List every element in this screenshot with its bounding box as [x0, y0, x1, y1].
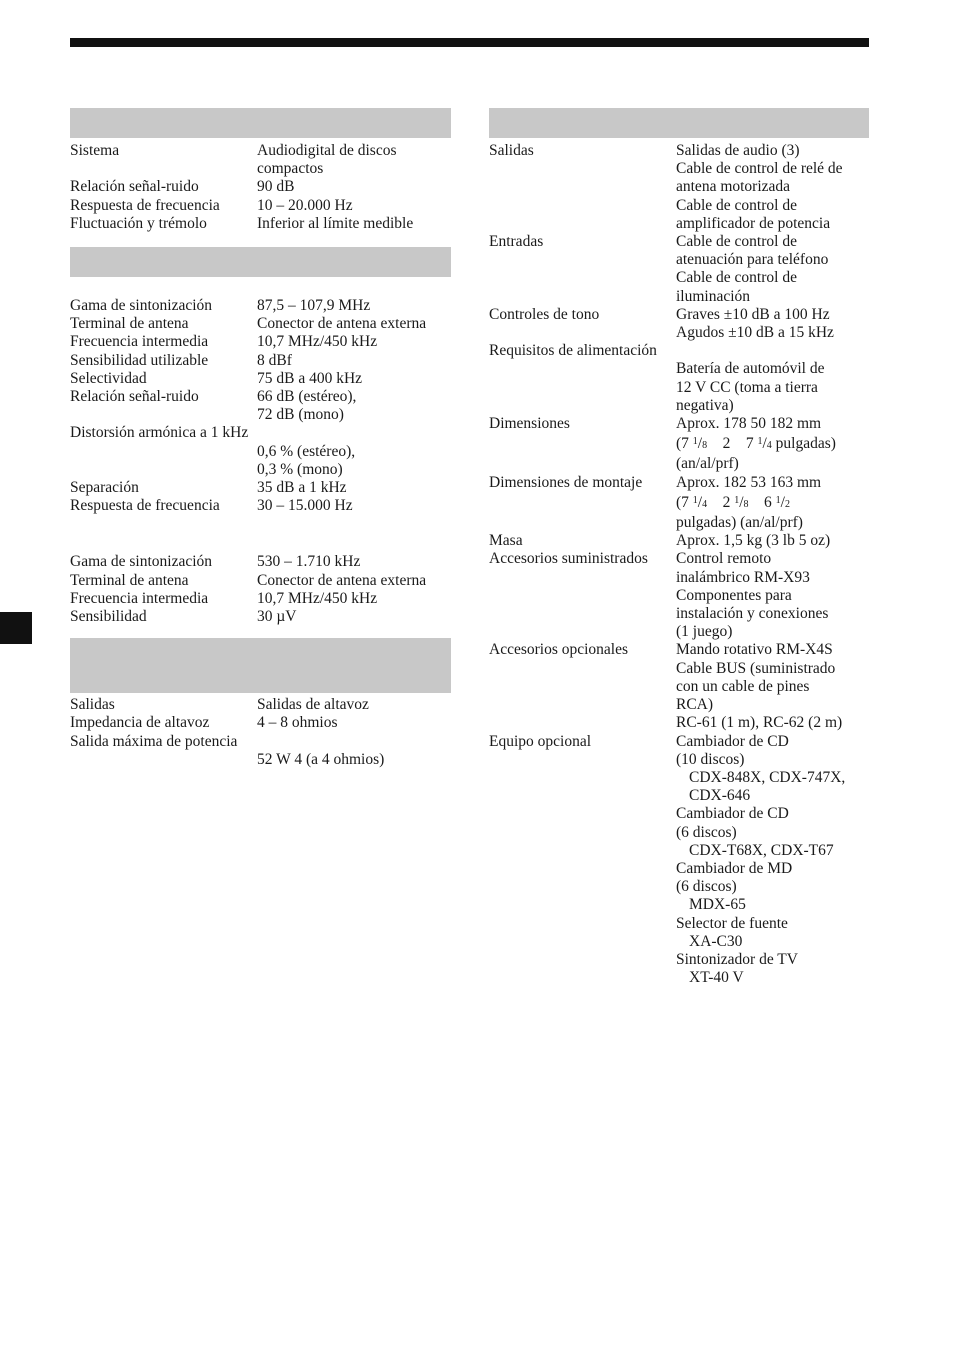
- spec-row: [70, 608, 451, 626]
- spec-value: RCA): [676, 696, 714, 714]
- spec-value: Cable de control de relé de: [676, 160, 843, 178]
- spec-label: Accesorios suministrados: [489, 550, 648, 568]
- cd-section-header: [70, 108, 451, 138]
- spec-row: [70, 424, 451, 479]
- spec-label: Masa: [489, 532, 523, 550]
- spec-value: 30 – 15.000 Hz: [257, 497, 353, 515]
- spec-value: 66 dB (estéreo),: [257, 388, 357, 406]
- spec-value: (an/al/prf): [676, 455, 739, 473]
- spec-value: XT-40 V: [689, 969, 744, 987]
- amplifier-section-header: [70, 638, 451, 693]
- spec-value: negativa): [676, 396, 734, 414]
- spec-value: iluminación: [676, 287, 751, 305]
- spec-label: Salida máxima de potencia: [70, 732, 238, 750]
- tuner-section-header: [70, 247, 451, 277]
- spec-value: (6 discos): [676, 878, 737, 896]
- spec-value: (7 $^1$/8 2 7 $^1$/4 pulgadas): [676, 435, 836, 453]
- spec-value: RC-61 (1 m), RC-62 (2 m): [676, 714, 843, 732]
- spec-value: Aprox. 178 50 182 mm: [676, 415, 822, 433]
- spec-label: Requisitos de alimentación: [489, 342, 657, 360]
- spec-row: [70, 197, 451, 215]
- spec-label: Gama de sintonización: [70, 297, 213, 315]
- spec-label: Gama de sintonización: [70, 553, 213, 571]
- spec-label: Relación señal-ruido: [70, 388, 199, 406]
- spec-value: amplificador de potencia: [676, 214, 831, 232]
- spec-label: Sensibilidad: [70, 608, 147, 626]
- spec-label: Frecuencia intermedia: [70, 589, 209, 607]
- spec-value: Conector de antena externa: [257, 315, 427, 333]
- spec-value: 10,7 MHz/450 kHz: [257, 333, 378, 351]
- spec-row: [70, 315, 451, 333]
- section-tab-marker: [0, 612, 32, 644]
- spec-value: antena motorizada: [676, 178, 791, 196]
- spec-value: [257, 733, 451, 751]
- spec-value: 10,7 MHz/450 kHz: [257, 589, 378, 607]
- spec-row: [489, 532, 869, 550]
- spec-value: Cable BUS (suministrado: [676, 659, 836, 677]
- spec-value: 0,3 % (mono): [257, 460, 343, 478]
- spec-value: atenuación para teléfono: [676, 251, 829, 269]
- left-column: [70, 108, 451, 769]
- spec-label: Fluctuación y trémolo: [70, 214, 207, 232]
- spec-value: 52 W 4 (a 4 ohmios): [257, 750, 385, 768]
- spec-row: [70, 497, 451, 515]
- spec-value: Salidas de altavoz: [257, 696, 369, 714]
- spec-label: Entradas: [489, 233, 544, 251]
- spec-row: [489, 306, 869, 342]
- spec-row-mounting-dimensions: [489, 474, 869, 533]
- spec-value: 0,6 % (estéreo),: [257, 442, 356, 460]
- spec-value: Cambiador de CD: [676, 732, 789, 750]
- spec-value: Sintonizador de TV: [676, 950, 798, 968]
- spec-label: Salidas: [70, 696, 115, 714]
- spec-row-dimensions: [489, 415, 869, 474]
- spec-label: Respuesta de frecuencia: [70, 196, 220, 214]
- spec-row: [70, 370, 451, 388]
- spec-row: [489, 342, 869, 415]
- spec-label: Terminal de antena: [70, 571, 189, 589]
- spec-value: Aprox. 1,5 kg (3 lb 5 oz): [676, 532, 831, 550]
- spec-label: Accesorios opcionales: [489, 641, 629, 659]
- spec-label: Sensibilidad utilizable: [70, 351, 209, 369]
- spec-label: Controles de tono: [489, 305, 600, 323]
- spec-value: Selector de fuente: [676, 914, 788, 932]
- spec-value: XA-C30: [689, 932, 743, 950]
- spec-row: [489, 641, 869, 732]
- spec-value: [676, 342, 869, 360]
- spec-value: Cable de control de: [676, 233, 797, 251]
- general-specs-b: [489, 532, 869, 732]
- spec-row: [70, 352, 451, 370]
- spec-value: MDX-65: [689, 896, 746, 914]
- spec-value: Aprox. 182 53 163 mm: [676, 473, 822, 491]
- spec-row-optional-equipment: [489, 733, 869, 988]
- spec-label: Relación señal-ruido: [70, 178, 199, 196]
- spec-row: [489, 142, 869, 233]
- spec-value: compactos: [257, 160, 324, 178]
- spec-value: (10 discos): [676, 750, 745, 768]
- spec-label: Salidas: [489, 142, 534, 159]
- spec-value: inalámbrico RM-X93: [676, 568, 810, 586]
- spec-label: Impedancia de altavoz: [70, 714, 210, 732]
- spec-value: CDX-848X, CDX-747X,: [689, 768, 846, 786]
- spec-row: [70, 333, 451, 351]
- spec-value: Cambiador de CD: [676, 805, 789, 823]
- spec-value: Componentes para: [676, 586, 792, 604]
- spec-value: 87,5 – 107,9 MHz: [257, 297, 371, 315]
- spec-label: Frecuencia intermedia: [70, 333, 209, 351]
- spec-value: CDX-646: [689, 787, 751, 805]
- spec-row: [489, 550, 869, 641]
- spec-label: Dimensiones de montaje: [489, 473, 643, 491]
- spec-value: Audiodigital de discos: [257, 142, 397, 159]
- spec-value: 35 dB a 1 kHz: [257, 479, 347, 497]
- spec-value: con un cable de pines: [676, 677, 810, 695]
- spec-row: [70, 178, 451, 196]
- spec-row: [70, 215, 451, 233]
- spec-value: CDX-T68X, CDX-T67: [689, 841, 834, 859]
- spec-row: [70, 297, 451, 315]
- spec-label: Dimensiones: [489, 415, 570, 433]
- spec-value: 10 – 20.000 Hz: [257, 196, 353, 214]
- general-section-header: [489, 108, 869, 138]
- spec-value: (6 discos): [676, 823, 737, 841]
- spec-value: Inferior al límite medible: [257, 214, 414, 232]
- spec-value: 4 – 8 ohmios: [257, 714, 338, 732]
- spec-value: Control remoto: [676, 550, 772, 568]
- spec-value: Mando rotativo RM-X4S: [676, 641, 833, 659]
- spec-value: 30 µV: [257, 608, 297, 626]
- spec-value: Salidas de audio (3): [676, 142, 800, 159]
- spec-label: Equipo opcional: [489, 732, 592, 750]
- spec-value: 72 dB (mono): [257, 406, 344, 424]
- spec-row: [489, 233, 869, 306]
- spec-value: 8 dBf: [257, 351, 292, 369]
- spec-row: [70, 142, 451, 178]
- spec-label: Respuesta de frecuencia: [70, 497, 220, 515]
- spec-label: Separación: [70, 479, 139, 497]
- spec-value: Batería de automóvil de: [676, 360, 825, 378]
- spec-label: Distorsión armónica a 1 kHz: [70, 424, 249, 442]
- spec-row: [70, 714, 451, 732]
- spec-row: [70, 733, 451, 769]
- spec-value: (7 $^1$/4 2 $^1$/8 6 $^1$/2: [676, 493, 790, 511]
- cd-specs: [70, 142, 451, 233]
- spec-value: (1 juego): [676, 623, 733, 641]
- right-column: [489, 108, 869, 987]
- spec-row: [70, 696, 451, 714]
- spec-row: [70, 479, 451, 497]
- spec-row: [70, 572, 451, 590]
- spec-value: 90 dB: [257, 178, 295, 196]
- spec-value: 75 dB a 400 kHz: [257, 369, 363, 387]
- general-specs-a: [489, 142, 869, 415]
- spec-value: Cable de control de: [676, 269, 797, 287]
- spec-value: Cable de control de: [676, 196, 797, 214]
- spec-value: Cambiador de MD: [676, 859, 793, 877]
- spec-value: instalación y conexiones: [676, 605, 829, 623]
- spec-value: [257, 424, 451, 442]
- fm-specs: [70, 297, 451, 515]
- spec-value: 530 – 1.710 kHz: [257, 553, 361, 571]
- spec-value: 12 V CC (toma a tierra: [676, 378, 818, 396]
- spec-row: [70, 553, 451, 571]
- amplifier-specs: [70, 696, 451, 769]
- spec-label: Selectividad: [70, 369, 147, 387]
- top-rule: [70, 38, 869, 47]
- spec-row: [70, 388, 451, 424]
- spec-value: Agudos ±10 dB a 15 kHz: [676, 324, 834, 342]
- spec-value: Conector de antena externa: [257, 571, 427, 589]
- spec-value: pulgadas) (an/al/prf): [676, 514, 803, 532]
- spec-label: Terminal de antena: [70, 315, 189, 333]
- spec-value-list: [676, 733, 869, 988]
- spec-value: Graves ±10 dB a 100 Hz: [676, 305, 830, 323]
- am-specs: [70, 553, 451, 626]
- spec-label: Sistema: [70, 142, 120, 159]
- spec-row: [70, 590, 451, 608]
